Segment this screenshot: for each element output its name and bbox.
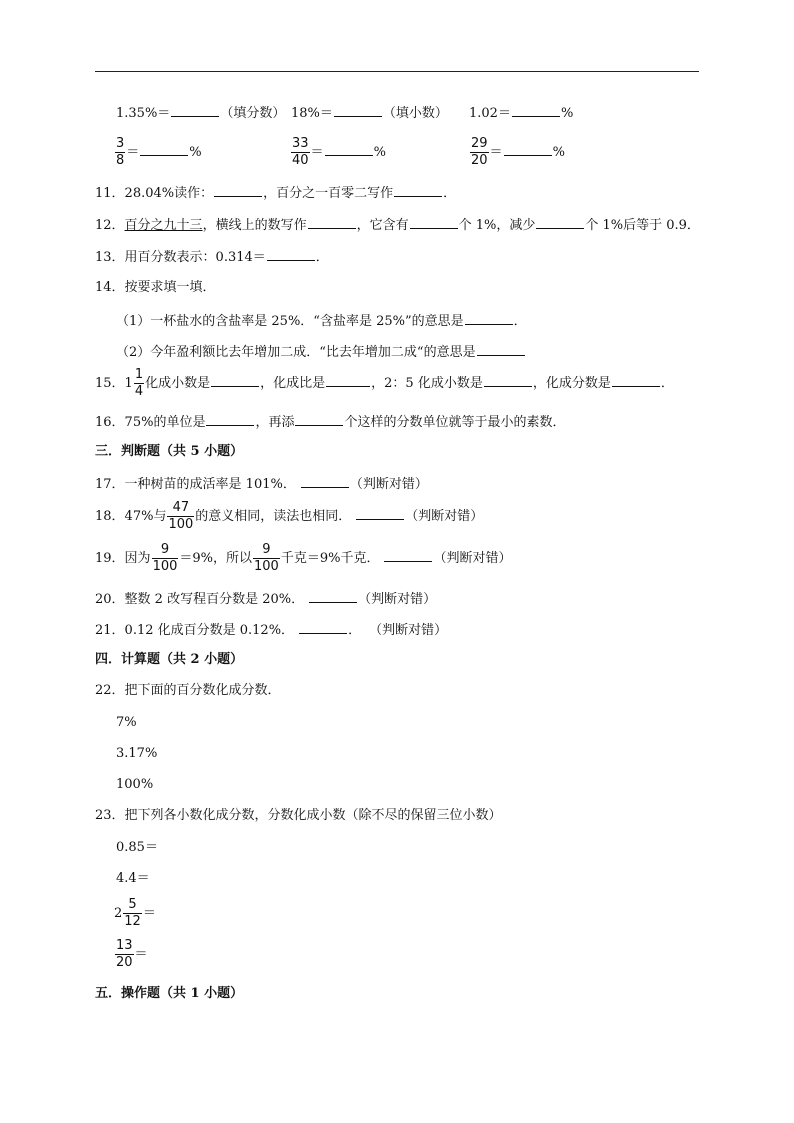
q22-item: 3.17% bbox=[116, 746, 158, 761]
q23-item: 4.4＝ bbox=[116, 871, 150, 886]
fraction: $\frac{9}{100}$ bbox=[254, 542, 279, 574]
question-16: 16．75%的单位是 ，再添 个这样的分数单位就等于最小的素数． bbox=[95, 415, 566, 430]
q10-row1: 1.35%＝ （填分数） bbox=[116, 106, 286, 121]
q22-item: 7% bbox=[116, 715, 137, 730]
answer-blank[interactable] bbox=[309, 590, 357, 603]
answer-blank[interactable] bbox=[171, 104, 219, 117]
fraction: $\frac{29}{20}$ bbox=[471, 136, 488, 168]
answer-blank[interactable] bbox=[295, 413, 343, 426]
question-14-part1: （1）一杯盐水的含盐率是 25%．“含盐率是 25%”的意思是 ． bbox=[116, 314, 527, 329]
answer-blank[interactable] bbox=[206, 413, 254, 426]
question-12: 12．百分之九十三，横线上的数写作 ，它含有 个 1%，减少 个 1%后等于 0.9． bbox=[95, 218, 700, 233]
answer-blank[interactable] bbox=[214, 184, 262, 197]
answer-blank[interactable] bbox=[301, 475, 349, 488]
question-17: 17．一种树苗的成活率是 101%． （判断对错） bbox=[95, 477, 428, 492]
question-18: 18．47%与 $\frac{47}{100}$ 的意义相同，读法也相同． （判断对错） bbox=[95, 500, 484, 532]
question-19: 19．因为 $\frac{9}{100}$ ＝9%，所以 $\frac{9}{100}$ 千克＝9%千克． （判断对错） bbox=[95, 542, 512, 574]
question-23: 23．把下列各小数化成分数，分数化成小数（除不尽的保留三位小数） bbox=[95, 808, 502, 823]
answer-blank[interactable] bbox=[394, 184, 442, 197]
fraction: $\frac{47}{100}$ bbox=[168, 500, 194, 532]
answer-blank[interactable] bbox=[325, 143, 373, 156]
q10-row2c: $\frac{29}{20}$ ＝ % bbox=[471, 136, 565, 168]
q10-row2a: $\frac{3}{8}$ ＝ % bbox=[116, 136, 202, 168]
question-11: 11．28.04%读作： ，百分之一百零二写作 ． bbox=[95, 186, 457, 201]
question-13: 13．用百分数表示：0.314＝ ． bbox=[95, 250, 329, 265]
answer-blank[interactable] bbox=[410, 216, 458, 229]
fraction: $\frac{1}{4}$ bbox=[134, 367, 144, 399]
answer-blank[interactable] bbox=[356, 507, 404, 520]
q10-row1c: 1.02＝ % bbox=[469, 106, 574, 121]
q23-item: 0.85＝ bbox=[116, 840, 158, 855]
question-22: 22．把下面的百分数化成分数． bbox=[95, 683, 281, 698]
fraction: $\frac{5}{12}$ bbox=[124, 897, 141, 929]
q23-item: 2 $\frac{5}{12}$ ＝ bbox=[114, 897, 156, 929]
section-heading-operation: 五．操作题（共 1 小题） bbox=[95, 986, 244, 1001]
q22-item: 100% bbox=[116, 777, 154, 792]
q10-row1b: 18%＝ （填小数） bbox=[291, 106, 448, 121]
answer-blank[interactable] bbox=[334, 104, 382, 117]
answer-blank[interactable] bbox=[299, 621, 347, 634]
answer-blank[interactable] bbox=[308, 216, 356, 229]
section-heading-calculation: 四．计算题（共 2 小题） bbox=[95, 652, 244, 667]
question-21: 21．0.12 化成百分数是 0.12%． ． （判断对错） bbox=[95, 623, 448, 638]
question-15: 15．1 $\frac{1}{4}$ 化成小数是 ，化成比是 ，2：5 化成小数是 ，化成分数是 ． bbox=[95, 367, 674, 399]
question-14-part2: （2）今年盈利额比去年增加二成．“比去年增加二成“的意思是 bbox=[116, 343, 526, 361]
q23-item: $\frac{13}{20}$ ＝ bbox=[116, 938, 148, 970]
fraction: $\frac{3}{8}$ bbox=[116, 136, 125, 168]
answer-blank[interactable] bbox=[384, 549, 432, 562]
answer-blank[interactable] bbox=[477, 343, 525, 356]
fraction: $\frac{13}{20}$ bbox=[116, 938, 133, 970]
section-heading-judgement: 三．判断题（共 5 小题） bbox=[95, 444, 244, 459]
answer-blank[interactable] bbox=[140, 143, 188, 156]
q10-row2b: $\frac{33}{40}$ ＝ % bbox=[292, 136, 386, 168]
question-20: 20．整数 2 改写程百分数是 20%． （判断对错） bbox=[95, 592, 437, 607]
answer-blank[interactable] bbox=[612, 374, 660, 387]
answer-blank[interactable] bbox=[504, 143, 552, 156]
answer-blank[interactable] bbox=[512, 104, 560, 117]
answer-blank[interactable] bbox=[536, 216, 584, 229]
answer-blank[interactable] bbox=[211, 374, 259, 387]
fraction: $\frac{33}{40}$ bbox=[292, 136, 309, 168]
answer-blank[interactable] bbox=[484, 374, 532, 387]
answer-blank[interactable] bbox=[326, 374, 370, 387]
fraction: $\frac{9}{100}$ bbox=[152, 542, 178, 574]
answer-blank[interactable] bbox=[465, 312, 513, 325]
answer-blank[interactable] bbox=[267, 248, 315, 261]
header-rule bbox=[95, 71, 699, 72]
question-14: 14．按要求填一填． bbox=[95, 280, 216, 295]
